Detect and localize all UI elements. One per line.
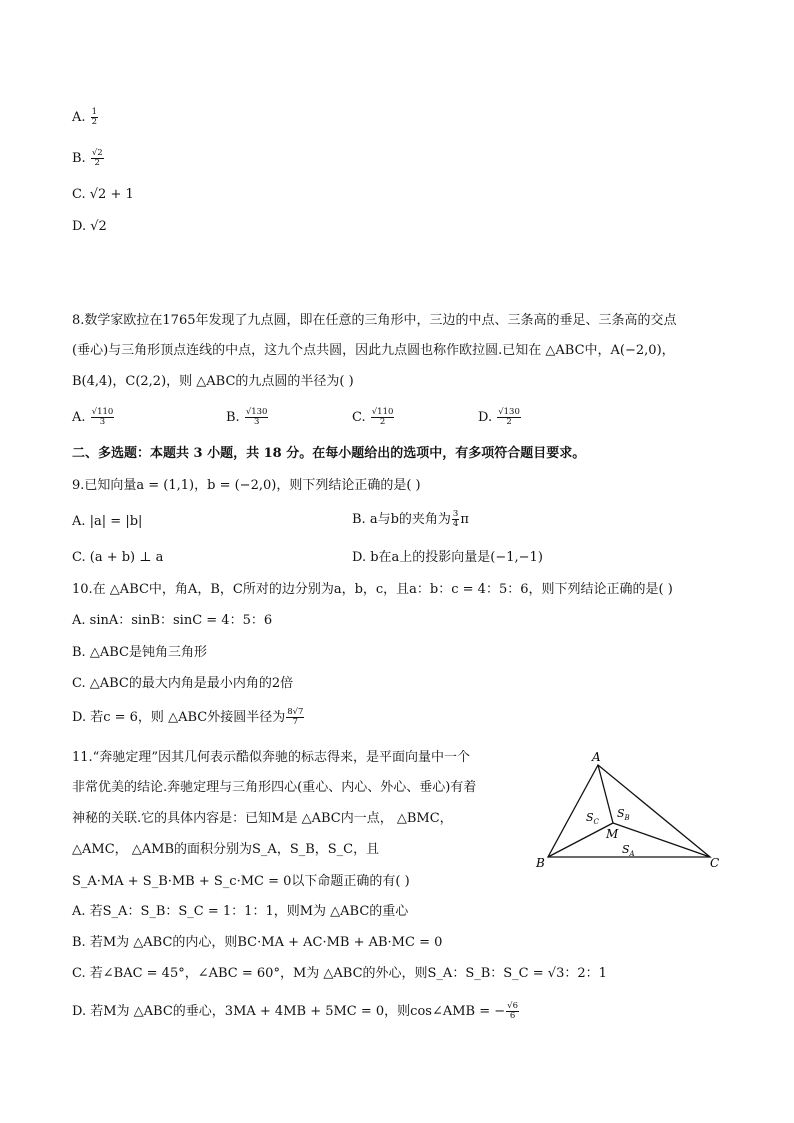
- q8-line3: B(4,4)，C(2,2)，则 △ABC的九点圆的半径为( ): [72, 374, 354, 389]
- q8-line2: (垂心)与三角形顶点连线的中点，这九个点共圆，因此九点圆也称作欧拉圆.已知在 △ABC中，A(−2,0)，: [72, 343, 675, 358]
- q10-option-a: A. sinA：sinB：sinC = 4：5：6: [72, 613, 273, 628]
- area-sb-label: $S_B$: [617, 807, 630, 822]
- q9-option-b: B. a与b的夹角为 $\frac{3}{4}$ π: [352, 509, 469, 529]
- prev-option-a: A. $\frac{1}{2}$: [72, 107, 98, 127]
- point-m-label: M: [606, 827, 619, 841]
- q11-line5: S_A·MA + S_B·MB + S_c·MC = 0以下命题正确的有( ): [72, 874, 410, 889]
- segment-ma: [598, 765, 613, 823]
- q11-line2: 非常优美的结论.奔驰定理与三角形四心(重心、内心、外心、垂心)有着: [72, 780, 477, 795]
- q10-option-d: D. 若c = 6，则 △ABC外接圆半径为 $\frac{8√7}{7}$: [72, 707, 304, 727]
- q8-option-d: D. $\frac{√130}{2}$: [478, 407, 520, 427]
- q8-option-a: A. $\frac{√110}{3}$: [72, 407, 114, 427]
- fraction: $\frac{√130}{2}$: [498, 407, 520, 427]
- vertex-a-label: A: [592, 750, 601, 764]
- q9-option-a: A. |a| = |b|: [72, 514, 143, 529]
- prev-option-b: B. $\frac{√2}{2}$: [72, 148, 103, 168]
- q8-line1: 8.数学家欧拉在1765年发现了九点圆，即在任意的三角形中，三边的中点、三条高的垂足、三条高的交点: [72, 313, 677, 328]
- q11-option-a: A. 若S_A：S_B：S_C = 1：1：1，则M为 △ABC的重心: [72, 904, 409, 919]
- section-header-multi: 二、多选题：本题共 3 小题，共 18 分。在每小题给出的选项中，有多项符合题目要求。: [72, 446, 586, 461]
- q11-line3: 神秘的关联.它的具体内容是：已知M是 △ABC内一点， △BMC，: [72, 811, 453, 826]
- vertex-b-label: B: [536, 856, 545, 870]
- triangle-figure: [530, 745, 730, 875]
- q8-option-b: B. $\frac{√130}{3}$: [226, 407, 268, 427]
- q11-option-b: B. 若M为 △ABC的内心，则BC·MA + AC·MB + AB·MC = 0: [72, 935, 443, 950]
- q10-option-b: B. △ABC是钝角三角形: [72, 645, 207, 660]
- q10-stem: 10.在 △ABC中，角A，B，C所对的边分别为a，b，c，且a：b：c = 4：5：6，则下列结论正确的是( ): [72, 582, 673, 597]
- q9-option-c: C. (a + b) ⊥ a: [72, 550, 164, 565]
- fraction: $\frac{√110}{2}$: [371, 407, 394, 427]
- prev-option-c: C. √2 + 1: [72, 187, 134, 202]
- q9-option-d: D. b在a上的投影向量是(−1,−1): [352, 550, 543, 565]
- q8-option-c: C. $\frac{√110}{2}$: [352, 407, 394, 427]
- area-sc-label: $S_C$: [586, 811, 599, 826]
- fraction: $\frac{√110}{3}$: [91, 407, 114, 427]
- q11-option-d: D. 若M为 △ABC的垂心，3MA + 4MB + 5MC = 0，则cos∠AMB = − $\frac{√6}{6}$: [72, 1001, 518, 1021]
- q9-stem: 9.已知向量a = (1,1)，b = (−2,0)，则下列结论正确的是( ): [72, 478, 421, 493]
- prev-option-d: D. √2: [72, 219, 107, 234]
- fraction: $\frac{1}{2}$: [91, 107, 98, 127]
- q11-line1: 11.“奔驰定理”因其几何表示酷似奔驰的标志得来，是平面向量中一个: [72, 750, 470, 765]
- fraction: $\frac{3}{4}$: [452, 509, 459, 529]
- fraction: $\frac{√2}{2}$: [91, 148, 103, 168]
- q11-line4: △AMC， △AMB的面积分别为S_A，S_B，S_C，且: [72, 842, 380, 857]
- area-sa-label: $S_A$: [622, 843, 635, 858]
- vertex-c-label: C: [710, 856, 720, 870]
- q10-option-c: C. △ABC的最大内角是最小内角的2倍: [72, 676, 294, 691]
- fraction: $\frac{√6}{6}$: [507, 1001, 518, 1021]
- q11-option-c: C. 若∠BAC = 45°，∠ABC = 60°，M为 △ABC的外心，则S_A：S_B：S_C = √3：2：1: [72, 966, 607, 981]
- fraction: $\frac{8√7}{7}$: [287, 707, 304, 727]
- fraction: $\frac{√130}{3}$: [245, 407, 268, 427]
